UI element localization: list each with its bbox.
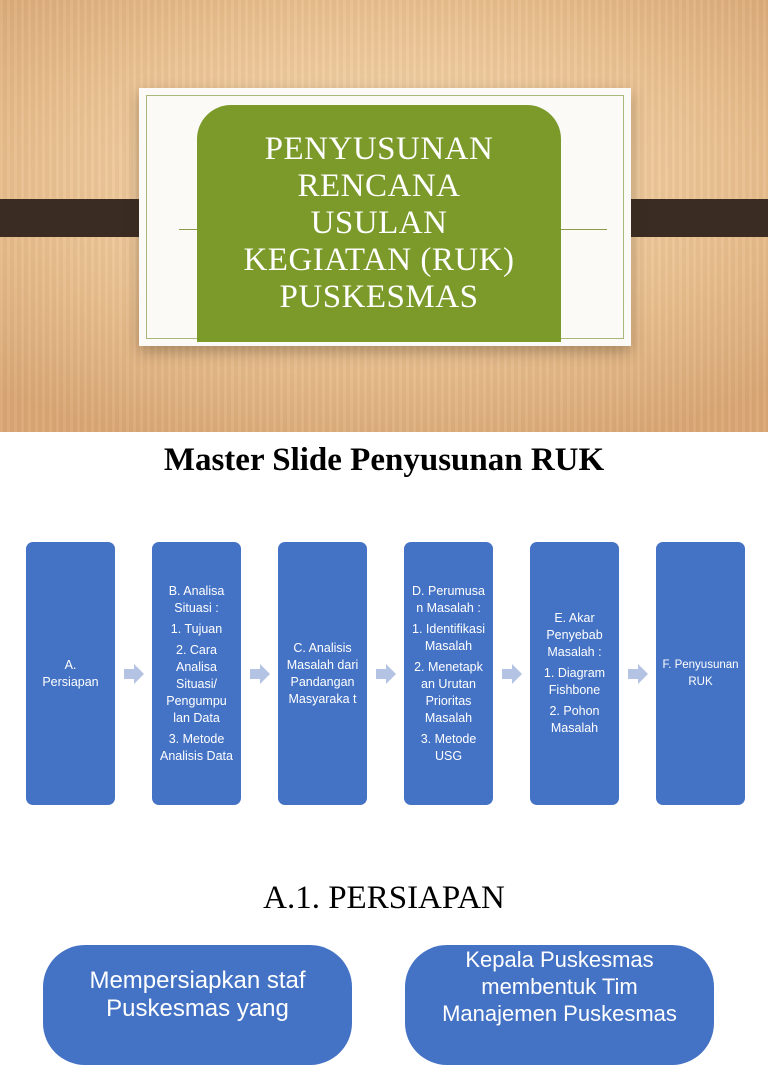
chevron-right-arrow-icon	[250, 664, 270, 684]
step-text: 2. Pohon Masalah	[549, 704, 600, 735]
step-text: 1. Tujuan	[170, 621, 223, 636]
step-text: F. Penyusunan RUK	[662, 658, 739, 688]
box-text: membentuk Tim	[481, 974, 638, 999]
step-text: A.	[64, 657, 77, 672]
title-line: KEGIATAN (RUK)	[243, 242, 515, 278]
slide-persiapan	[0, 864, 768, 1024]
step-text: E. Akar Penyebab Masalah :	[546, 611, 603, 659]
slide-heading: A.1. PERSIAPAN	[263, 880, 505, 916]
step-text: 2. Cara Analisa Situasi/ Pengumpu lan Data	[166, 642, 227, 725]
chevron-right-arrow-icon	[376, 664, 396, 684]
title-card	[139, 88, 631, 346]
step-text: C. Analisis Masalah dari Pandangan Masyaraka t	[286, 640, 359, 706]
slide-title	[0, 0, 768, 432]
divider-line-right	[561, 229, 607, 230]
box-text: Kepala Puskesmas	[465, 947, 654, 972]
content-box-left	[43, 945, 352, 1065]
box-text: Manajemen Puskesmas	[442, 1001, 677, 1026]
left-strap	[0, 199, 157, 237]
step-box-f	[656, 542, 745, 805]
title-line: USULAN	[310, 205, 448, 241]
chevron-right-arrow-icon	[124, 664, 144, 684]
step-text: 2. Menetapk an Urutan Prioritas Masalah	[414, 659, 483, 725]
step-box-d	[404, 542, 493, 805]
title-box	[197, 105, 561, 342]
title-line: PENYUSUNAN	[264, 131, 494, 167]
box-text: Mempersiapkan staf	[89, 967, 306, 994]
card-border	[146, 95, 624, 339]
chevron-right-arrow-icon	[502, 664, 522, 684]
step-text: 3. Metode USG	[420, 731, 477, 763]
step-box-c	[278, 542, 367, 805]
step-text: 1. Diagram Fishbone	[543, 666, 606, 697]
step-text: 3. Metode Analisis Data	[160, 731, 233, 763]
right-strap	[612, 199, 768, 237]
chevron-right-arrow-icon	[628, 664, 648, 684]
title-line: PUSKESMAS	[279, 279, 479, 315]
step-text: B. Analisa Situasi :	[168, 583, 225, 615]
slide-master	[0, 432, 768, 864]
step-text: Persiapan	[42, 674, 99, 689]
step-text: D. Perumusa n Masalah :	[412, 583, 485, 615]
divider-line-left	[179, 229, 197, 230]
step-box-e	[530, 542, 619, 805]
box-text: Puskesmas yang	[106, 995, 289, 1022]
presentation-title	[229, 131, 529, 316]
content-box-right	[405, 945, 714, 1065]
step-box-a	[26, 542, 115, 805]
title-line: RENCANA	[297, 168, 461, 204]
step-box-b	[152, 542, 241, 805]
slide-heading: Master Slide Penyusunan RUK	[163, 442, 605, 478]
step-text: 1. Identifikasi Masalah	[412, 621, 485, 653]
